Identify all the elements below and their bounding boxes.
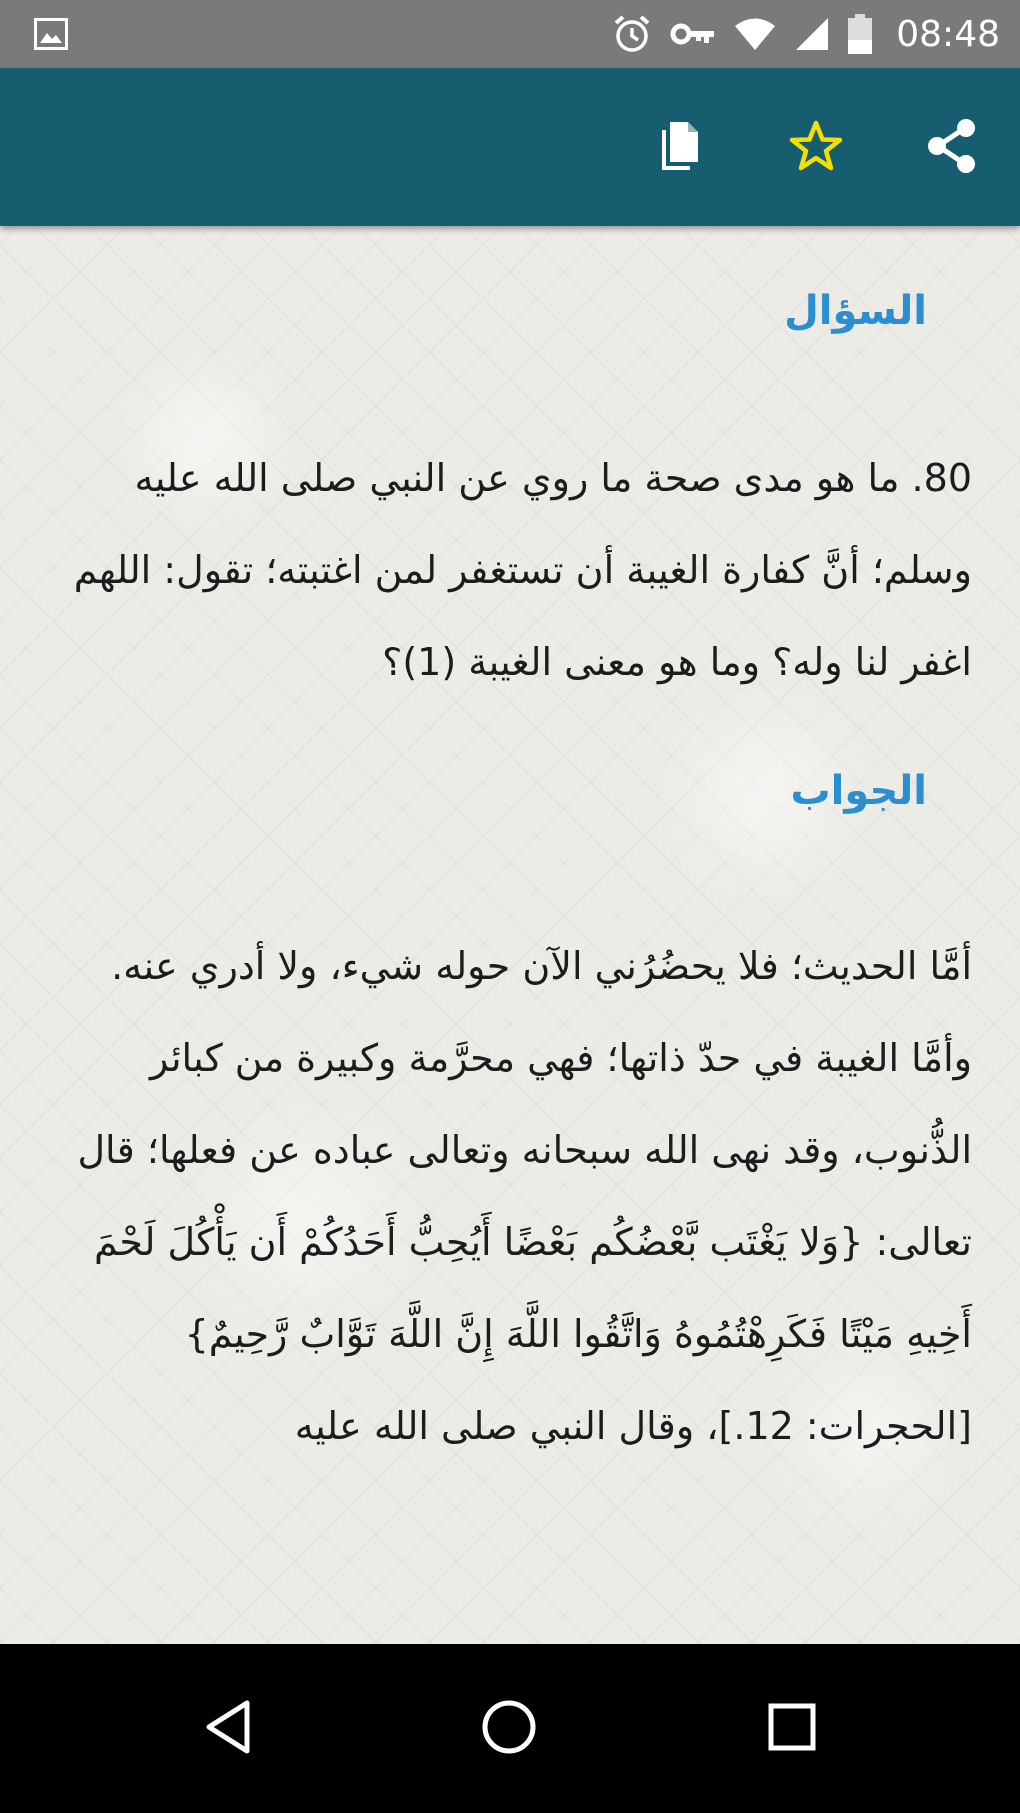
status-icons [612, 0, 1000, 68]
status-bar [0, 0, 1020, 68]
battery-icon [848, 14, 872, 54]
navigation-bar [0, 1644, 1020, 1813]
answer-heading: الجواب [790, 768, 927, 814]
clock: 08:48 [896, 13, 1000, 55]
recents-icon [768, 1703, 816, 1755]
image-notification-icon [34, 18, 68, 50]
favorite-button[interactable] [776, 108, 856, 188]
wifi-icon [734, 17, 776, 51]
copy-button[interactable] [640, 108, 720, 188]
recents-button[interactable] [747, 1684, 837, 1774]
answer-paragraph: أمَّا الحديث؛ فلا يحضُرُني الآن حوله شيء، ولا أدري عنه. [111, 944, 972, 988]
home-icon [481, 1699, 537, 1759]
cell-signal-icon [794, 16, 830, 52]
app-toolbar [0, 68, 1020, 226]
share-button[interactable] [912, 108, 992, 188]
article [0, 226, 1020, 1472]
article-scroll-area[interactable] [0, 226, 1020, 1644]
answer-paragraph: وأمَّا الغيبة في حدّ ذاتها؛ فهي محرَّمة وكبيرة من كبائر الذُّنوب، وقد نهى الله سبحانه وتعالى عباده عن فعلها؛ قال تعالى: {وَلا يَغْتَب بَّعْضُكُم بَعْضًا أَيُحِبُّ أَحَدُكُمْ أَن يَأْكُلَ لَحْمَ أَخِيهِ مَيْتًا فَكَرِهْتُمُوهُ وَاتَّقُوا اللَّهَ إِنَّ اللَّهَ تَوَّابٌ رَّحِيمٌ} [الحجرات: 12.]، وقال النبي صلى الله عليه [77, 1036, 972, 1448]
vpn-key-icon [670, 19, 716, 49]
home-button[interactable] [464, 1684, 554, 1774]
alarm-icon [612, 14, 652, 54]
share-icon [925, 117, 979, 179]
back-button[interactable] [183, 1684, 273, 1774]
copy-icon [658, 120, 702, 176]
star-outline-icon [788, 119, 844, 177]
question-text: 80. ما هو مدى صحة ما روي عن النبي صلى الله عليه وسلم؛ أنَّ كفارة الغيبة أن تستغفر لمن اغتبته؛ تقول: اللهم اغفر لنا وله؟ وما هو معنى الغيبة (1)؟ [73, 456, 972, 684]
question-heading: السؤال [784, 288, 927, 334]
back-icon [203, 1699, 253, 1759]
